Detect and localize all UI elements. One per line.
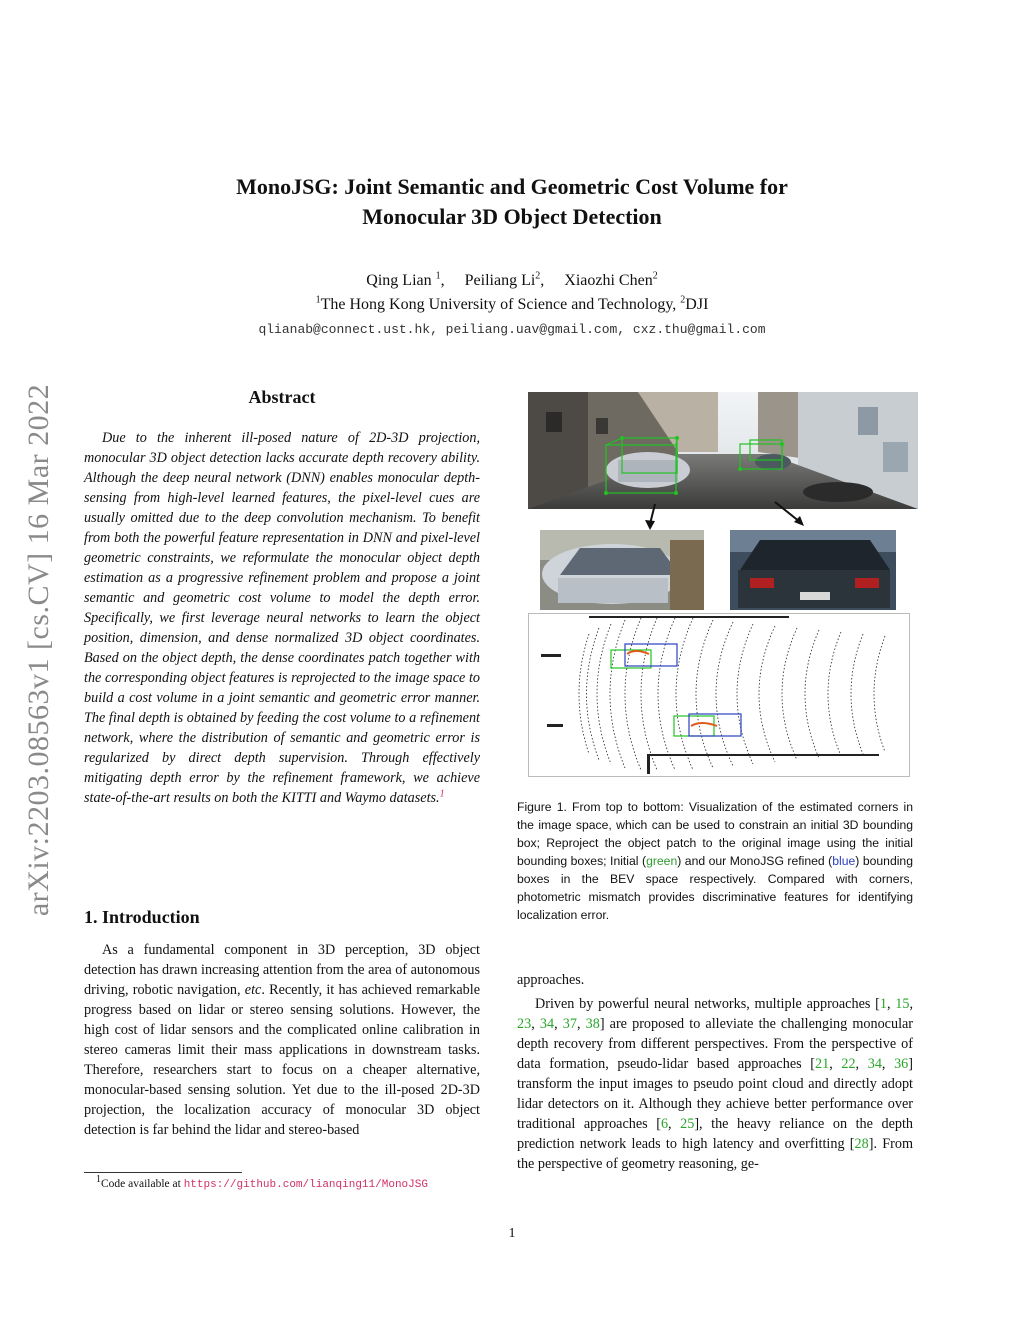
footnote	[96, 1174, 496, 1191]
caption-text-b: ) and our MonoJSG refined (	[677, 854, 833, 868]
para-text-1: Driven by powerful neural networks, multiple approaches [	[535, 996, 880, 1012]
figure-patch-left	[540, 530, 704, 610]
para-text-3: ] transform the input images to pseudo point cloud and directly adopt lidar detectors on it. Although they achieve better performance over traditional approaches [	[517, 1056, 913, 1132]
footnote-rule	[84, 1172, 242, 1173]
bev-point-cloud-image	[529, 614, 909, 776]
abstract-body	[84, 428, 480, 808]
para-text-5: ]. From the perspective of geometry reasoning, ge-	[517, 1136, 914, 1172]
citation-link[interactable]: 25	[680, 1116, 695, 1132]
intro-text-b: . Recently, it has achieved remarkable progress based on lidar or stereo sensing solutions. However, the high cost of lidar sensors and the complicated online calibration in stereo cameras limit their mass applications in downstream tasks. Therefore, researchers start to focus on a cheaper alternative, monocular-based sensing solution. Yet due to the ill-posed 2D-3D projection, the localization accuracy of monocular 3D object detection is far behind the lidar and stereo-based	[84, 982, 481, 1138]
title-line-1: MonoJSG: Joint Semantic and Geometric Cost Volume for	[236, 174, 788, 199]
citation-link[interactable]: 15	[895, 996, 910, 1012]
figure-bev-pointcloud	[528, 613, 910, 777]
title-line-2: Monocular 3D Object Detection	[362, 204, 662, 229]
author-3-affil: 2	[652, 270, 658, 282]
author-list: Qing Lian $^1$, Peiliang Li$^2$, Xiaozhi Chen$^2$	[366, 270, 658, 289]
para-text-2: ] are proposed to alleviate the challenging monocular depth recovery from different perspectives. From the perspective of data formation, pseudo-lidar based approaches [	[517, 1016, 914, 1072]
citation-link[interactable]: 21	[815, 1056, 830, 1072]
intro-etc: etc	[244, 982, 262, 998]
footnote-text: Code available at	[101, 1178, 184, 1190]
citation-link[interactable]: 34	[867, 1056, 882, 1072]
page-number: 1	[508, 1226, 516, 1241]
affil-mark-1: 1	[315, 294, 321, 306]
citation-link[interactable]: 22	[841, 1056, 856, 1072]
figure-patch-right	[730, 530, 896, 610]
caption-blue-word: blue	[832, 854, 856, 868]
citation-link[interactable]: 36	[894, 1056, 909, 1072]
abstract-text: Due to the inherent ill-posed nature of 2D-3D projection, monocular 3D object detection lacks accurate depth recovery ability. Although the deep neural network (DNN) enables monocular depth-sensing from high-level learned features, the pixel-level cues are usually omitted due to the deep convolution mechanism. To benefit from both the powerful feature representation in DNN and pixel-level geometric constraints, we reformulate the monocular object depth estimation as a progressive refinement problem and propose a joint semantic and geometric cost volume to model the depth error. Specifically, we first leverage neural networks to learn the object position, dimension, and dense normalized 3D object coordinates. Based on the object depth, the dense coordinates patch together with the corresponding object features is reprojected to the image space to build a cost volume in a joint semantic and geometric error manner. The final depth is obtained by feeding the cost volume to a refinement network, where the distribution of semantic and geometric error is regularized by direct depth supervision. Through effectively mitigating depth error by the refinement framework, we achieve state-of-the-art results on both the KITTI and Waymo datasets.	[84, 430, 480, 806]
right-column-paragraph: Driven by powerful neural networks, multiple approaches [1, 15, 23, 34, 37, 38] are proposed to alleviate the challenging monocular depth recovery from different perspectives. From the perspective of data formation, pseudo-lidar based approaches [21, 22, 34, 36] transform the input images to pseudo point cloud and directly adopt lidar detectors on it. Although they achieve better performance over traditional approaches [6, 25], the heavy reliance on the depth prediction network leads to high latency and overfitting [28]. From the perspective of geometry reasoning, ge-	[517, 996, 914, 1172]
affil-mark-2: 2	[680, 294, 686, 306]
citation-link[interactable]: 28	[854, 1136, 869, 1152]
affiliations	[120, 294, 904, 316]
citation-link[interactable]: 1	[879, 996, 887, 1012]
intro-text-a: As a fundamental component in 3D perception, 3D object detection has drawn increasing attention from the area of autonomous driving, robotic navigation,	[84, 942, 480, 998]
car-patch-left-image	[540, 530, 704, 610]
abstract-heading: Abstract	[248, 387, 316, 407]
citation-link[interactable]: 38	[585, 1016, 600, 1032]
citation-link[interactable]: 6	[660, 1116, 669, 1132]
street-scene-image	[528, 392, 918, 509]
author-3: Xiaozhi Chen	[564, 272, 653, 289]
footnote-number: 1	[96, 1174, 101, 1186]
author-emails: qlianab@connect.ust.hk, peiliang.uav@gmail.com, cxz.thu@gmail.com	[258, 322, 766, 337]
car-patch-right-image	[730, 530, 896, 610]
affil-2: DJI	[685, 296, 709, 313]
citation-link[interactable]: 34	[539, 1016, 555, 1032]
author-2-affil: 2	[535, 270, 541, 282]
figure-arrows	[528, 500, 918, 532]
author-1: Qing Lian	[366, 272, 432, 289]
section-heading-introduction: 1. Introduction	[84, 907, 200, 927]
author-1-affil: 1	[435, 270, 441, 282]
footnote-url-link[interactable]: https://github.com/lianqing11/MonoJSG	[183, 1179, 428, 1191]
introduction-body	[84, 940, 480, 1140]
right-column-continuation: approaches.	[517, 972, 585, 988]
arxiv-identifier: arXiv:2203.08563v1 [cs.CV] 16 Mar 2022	[22, 383, 55, 917]
citation-link[interactable]: 37	[562, 1016, 577, 1032]
affil-1: The Hong Kong University of Science and Technology,	[320, 296, 681, 313]
author-2: Peiliang Li	[464, 272, 536, 289]
paper-title	[120, 172, 904, 232]
caption-green-word: green	[646, 854, 678, 868]
citation-link[interactable]: 23	[517, 1016, 532, 1032]
figure-1-caption	[517, 798, 913, 924]
caption-text-a: Figure 1. From top to bottom: Visualization of the estimated corners in the image space, which can be used to constrain an initial 3D bounding box; Reproject the object patch to the original image using the initial bounding boxes; Initial (	[517, 800, 913, 868]
para-text-4: ], the heavy reliance on the depth prediction network leads to high latency and overfitting [	[517, 1116, 913, 1152]
figure-street-scene	[528, 392, 918, 509]
footnote-mark[interactable]: 1	[439, 788, 445, 800]
caption-text-c: ) bounding boxes in the BEV space respectively. Compared with corners, photometric mismatch provides discriminative features for identifying localization error.	[517, 854, 913, 922]
